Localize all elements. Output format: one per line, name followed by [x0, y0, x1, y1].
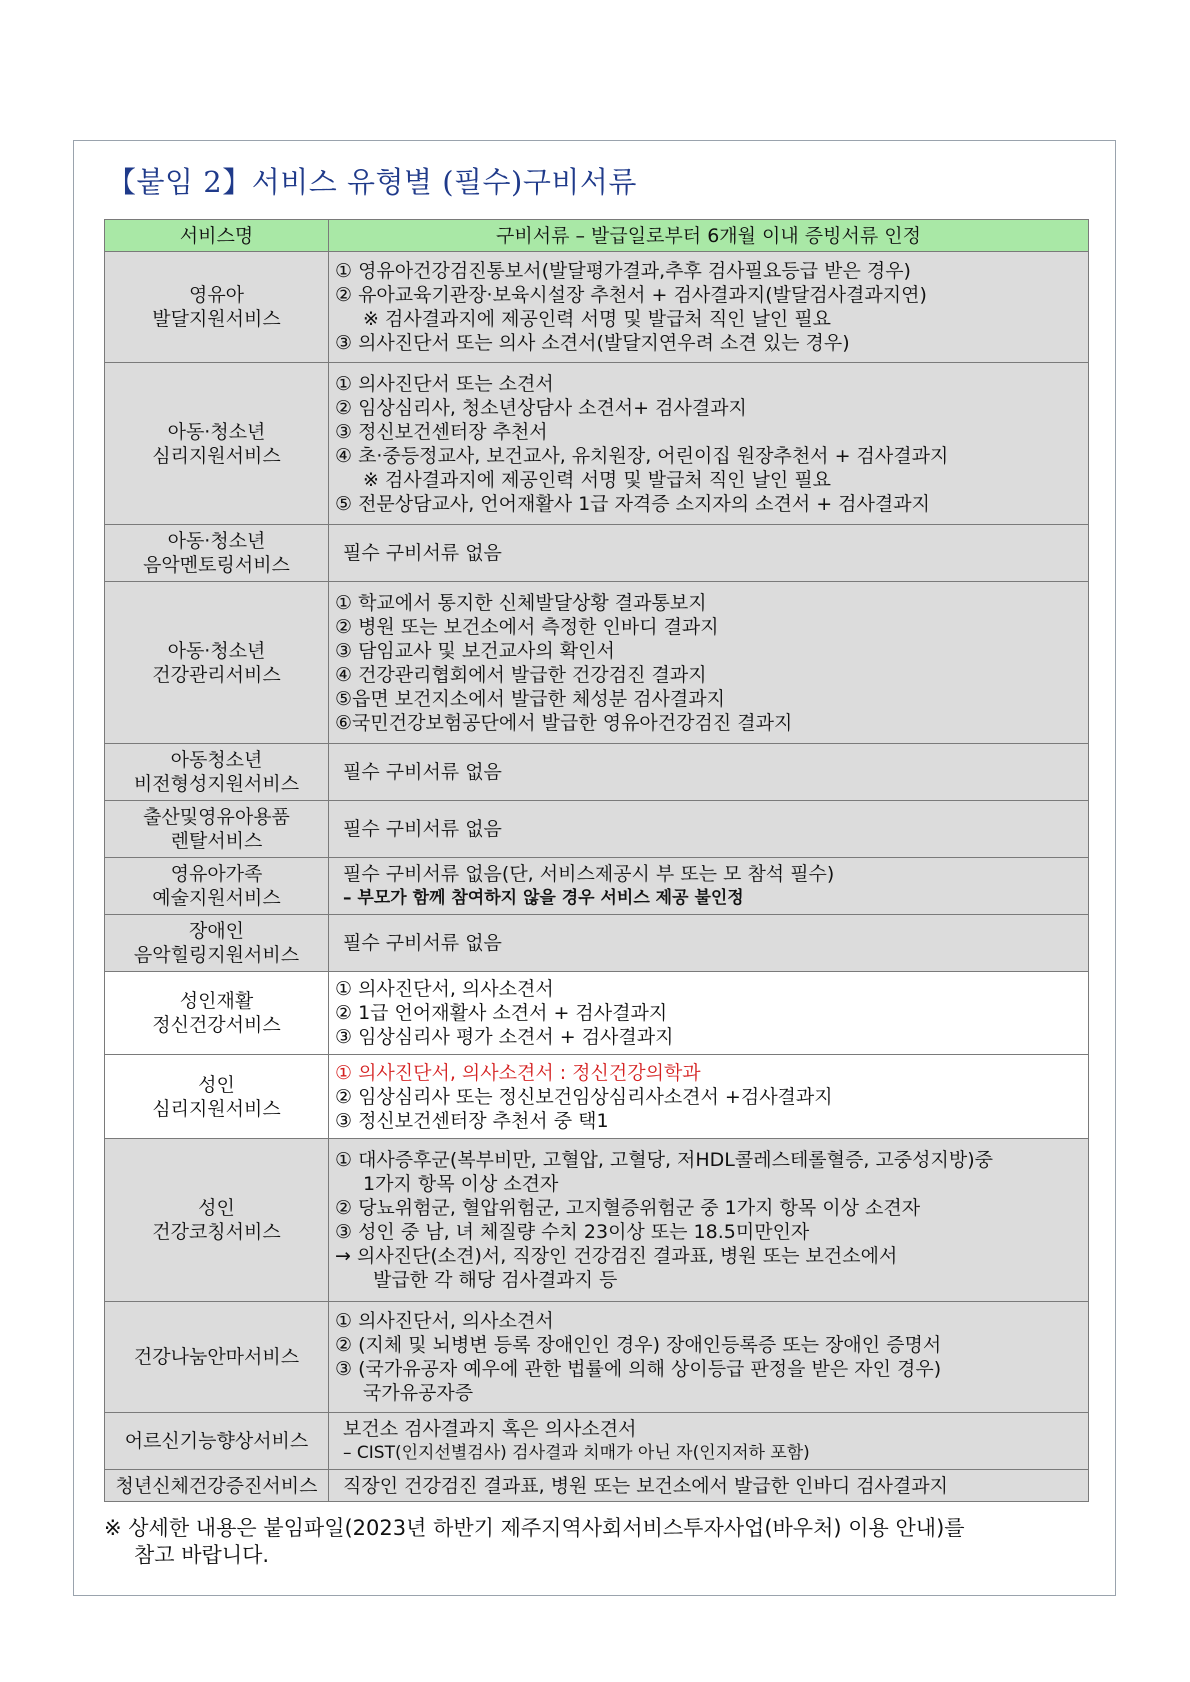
service-name-line: 정신건강서비스 — [152, 1014, 281, 1036]
table-header-row — [105, 220, 1089, 252]
service-name-line: 음악힐링지원서비스 — [133, 944, 300, 966]
document-item: ④ 초·중등정교사, 보건교사, 유치원장, 어린이집 원장추천서 + 검사결과지 — [335, 444, 949, 467]
documents-cell — [329, 858, 1089, 915]
document-item: 필수 구비서류 없음(단, 서비스제공시 부 또는 모 참석 필수) — [343, 863, 835, 885]
document-note: ※ 검사결과지에 제공인력 서명 및 발급처 직인 날인 필요 — [363, 308, 832, 330]
document-item: ① 영유아건강검진통보서(발달평가결과,추후 검사필요등급 받은 경우) — [335, 260, 911, 282]
table-row — [105, 252, 1089, 363]
documents-cell — [329, 972, 1089, 1055]
service-name-line: 아동청소년 — [170, 749, 263, 771]
service-name-cell — [105, 363, 329, 525]
table-row — [105, 363, 1089, 525]
service-name-line: 청년신체건강증진서비스 — [115, 1474, 318, 1497]
service-name-cell — [105, 252, 329, 363]
service-name-cell — [105, 915, 329, 972]
documents-cell — [329, 525, 1089, 582]
service-name-cell — [105, 1055, 329, 1139]
documents-cell — [329, 1470, 1089, 1502]
document-item: ② (지체 및 뇌병변 등록 장애인인 경우) 장애인등록증 또는 장애인 증명서 — [335, 1334, 942, 1356]
document-item: ② 임상심리사 또는 정신보건임상심리사소견서 +검사결과지 — [335, 1085, 833, 1108]
document-item: → 의사진단(소견)서, 직장인 건강검진 결과표, 병원 또는 보건소에서 — [335, 1245, 898, 1267]
service-name-line: 심리지원서비스 — [152, 444, 281, 467]
footnote-line: 참고 바랍니다. — [134, 1543, 270, 1567]
service-name-cell — [105, 858, 329, 915]
table-row — [105, 972, 1089, 1055]
document-item: ② 유아교육기관장·보육시설장 추천서 + 검사결과지(발달검사결과지연) — [335, 284, 927, 306]
service-name-line: 음악멘토링서비스 — [143, 554, 290, 576]
document-item: ③ 정신보건센터장 추천서 — [335, 420, 548, 443]
service-name-cell — [105, 972, 329, 1055]
table-row — [105, 744, 1089, 801]
service-name-cell — [105, 525, 329, 582]
document-item: ③ 임상심리사 평가 소견서 + 검사결과지 — [335, 1026, 674, 1048]
service-name-line: 성인 — [198, 1073, 235, 1096]
service-name-line: 영유아가족 — [170, 863, 263, 885]
service-name-line: 렌탈서비스 — [170, 830, 263, 852]
document-item: ③ 성인 중 남, 녀 체질량 수치 23이상 또는 18.5미만인자 — [335, 1221, 810, 1243]
table-row — [105, 1139, 1089, 1302]
document-note: – 부모가 함께 참여하지 않을 경우 서비스 제공 불인정 — [343, 888, 744, 908]
service-name-cell — [105, 1413, 329, 1470]
documents-cell — [329, 252, 1089, 363]
documents-cell — [329, 1413, 1089, 1470]
document-item: ① 의사진단서, 의사소견서 — [335, 1310, 554, 1332]
document-note: ※ 검사결과지에 제공인력 서명 및 발급처 직인 날인 필요 — [363, 468, 832, 491]
table-row — [105, 1470, 1089, 1502]
service-name-cell — [105, 801, 329, 858]
document-item-continued: 국가유공자증 — [363, 1382, 474, 1404]
document-item: ④ 건강관리협회에서 발급한 건강검진 결과지 — [335, 663, 707, 686]
document-item: ③ 담임교사 및 보건교사의 확인서 — [335, 639, 615, 662]
document-item: ① 학교에서 통지한 신체발달상황 결과통보지 — [335, 591, 707, 614]
document-item: ② 병원 또는 보건소에서 측정한 인바디 결과지 — [335, 615, 719, 638]
document-item: 필수 구비서류 없음 — [343, 761, 502, 783]
service-name-line: 아동·청소년 — [167, 639, 266, 662]
footnote-line: ※ 상세한 내용은 붙임파일(2023년 하반기 제주지역사회서비스투자사업(바우처) 이용 안내)를 — [104, 1516, 965, 1540]
table-row — [105, 858, 1089, 915]
document-item: ① 의사진단서 또는 소견서 — [335, 372, 554, 395]
document-item: ① 대사증후군(복부비만, 고혈압, 고혈당, 저HDL콜레스테롤혈증, 고중성지방)중 — [335, 1149, 993, 1171]
page-title: 【붙임 2】서비스 유형별 (필수)구비서류 — [107, 165, 637, 199]
service-name-cell — [105, 582, 329, 744]
documents-cell — [329, 915, 1089, 972]
service-name-cell — [105, 1302, 329, 1413]
table-row — [105, 1302, 1089, 1413]
service-name-line: 심리지원서비스 — [152, 1097, 281, 1120]
table-row — [105, 1055, 1089, 1139]
service-name-line: 출산및영유아용품 — [143, 806, 290, 828]
header-documents: 구비서류 – 발급일로부터 6개월 이내 증빙서류 인정 — [329, 220, 1089, 252]
document-item: ⑥국민건강보험공단에서 발급한 영유아건강검진 결과지 — [335, 711, 793, 734]
documents-cell — [329, 744, 1089, 801]
document-item: ③ 의사진단서 또는 의사 소견서(발달지연우려 소견 있는 경우) — [335, 332, 850, 354]
service-name-line: 장애인 — [188, 920, 245, 942]
table-row — [105, 915, 1089, 972]
document-item: 직장인 건강검진 결과표, 병원 또는 보건소에서 발급한 인바디 검사결과지 — [343, 1474, 948, 1497]
service-name-line: 아동·청소년 — [167, 530, 266, 552]
document-item: ① 의사진단서, 의사소견서 — [335, 978, 554, 1000]
document-item: ② 당뇨위험군, 혈압위험군, 고지혈증위험군 중 1가지 항목 이상 소견자 — [335, 1197, 921, 1219]
document-item-continued: 발급한 각 해당 검사결과지 등 — [373, 1269, 618, 1291]
document-item: ③ 정신보건센터장 추천서 중 택1 — [335, 1109, 609, 1132]
service-name-line: 성인 — [198, 1197, 235, 1219]
document-item: 보건소 검사결과지 혹은 의사소견서 — [343, 1418, 637, 1440]
document-item: ⑤ 전문상담교사, 언어재활사 1급 자격증 소지자의 소견서 + 검사결과지 — [335, 492, 930, 515]
document-item: 필수 구비서류 없음 — [343, 932, 502, 954]
document-item: ② 임상심리사, 청소년상담사 소견서+ 검사결과지 — [335, 396, 747, 419]
documents-cell — [329, 363, 1089, 525]
service-name-line: 발달지원서비스 — [152, 308, 281, 330]
service-name-line: 비전형성지원서비스 — [133, 773, 300, 795]
document-item: 필수 구비서류 없음 — [343, 818, 502, 840]
service-name-line: 영유아 — [188, 284, 245, 306]
document-item: ⑤읍면 보건지소에서 발급한 체성분 검사결과지 — [335, 687, 725, 710]
documents-cell — [329, 582, 1089, 744]
header-service-name: 서비스명 — [105, 220, 329, 252]
service-name-cell — [105, 1139, 329, 1302]
table-row — [105, 582, 1089, 744]
documents-cell — [329, 1055, 1089, 1139]
table-row — [105, 801, 1089, 858]
document-item: ③ (국가유공자 예우에 관한 법률에 의해 상이등급 판정을 받은 자인 경우) — [335, 1358, 942, 1380]
document-note: – CIST(인지선별검사) 검사결과 치매가 아닌 자(인지저하 포함) — [343, 1443, 810, 1463]
service-name-line: 건강나눔안마서비스 — [133, 1346, 300, 1368]
document-item-continued: 1가지 항목 이상 소견자 — [363, 1173, 559, 1195]
footnote — [104, 1515, 965, 1569]
required-documents-table — [104, 219, 1089, 1502]
service-name-line: 예술지원서비스 — [152, 887, 281, 909]
documents-cell — [329, 1302, 1089, 1413]
documents-cell — [329, 801, 1089, 858]
service-name-line: 아동·청소년 — [167, 420, 266, 443]
service-name-line: 건강코칭서비스 — [152, 1221, 281, 1243]
service-name-line: 어르신기능향상서비스 — [124, 1430, 309, 1452]
service-name-line: 건강관리서비스 — [152, 663, 281, 686]
document-item: 필수 구비서류 없음 — [343, 542, 502, 564]
document-item: ② 1급 언어재활사 소견서 + 검사결과지 — [335, 1002, 668, 1024]
service-name-cell — [105, 1470, 329, 1502]
documents-cell — [329, 1139, 1089, 1302]
service-name-line: 성인재활 — [179, 990, 254, 1012]
table-row — [105, 525, 1089, 582]
document-item-highlight: ① 의사진단서, 의사소견서 : 정신건강의학과 — [335, 1061, 701, 1084]
table-row — [105, 1413, 1089, 1470]
service-name-cell — [105, 744, 329, 801]
